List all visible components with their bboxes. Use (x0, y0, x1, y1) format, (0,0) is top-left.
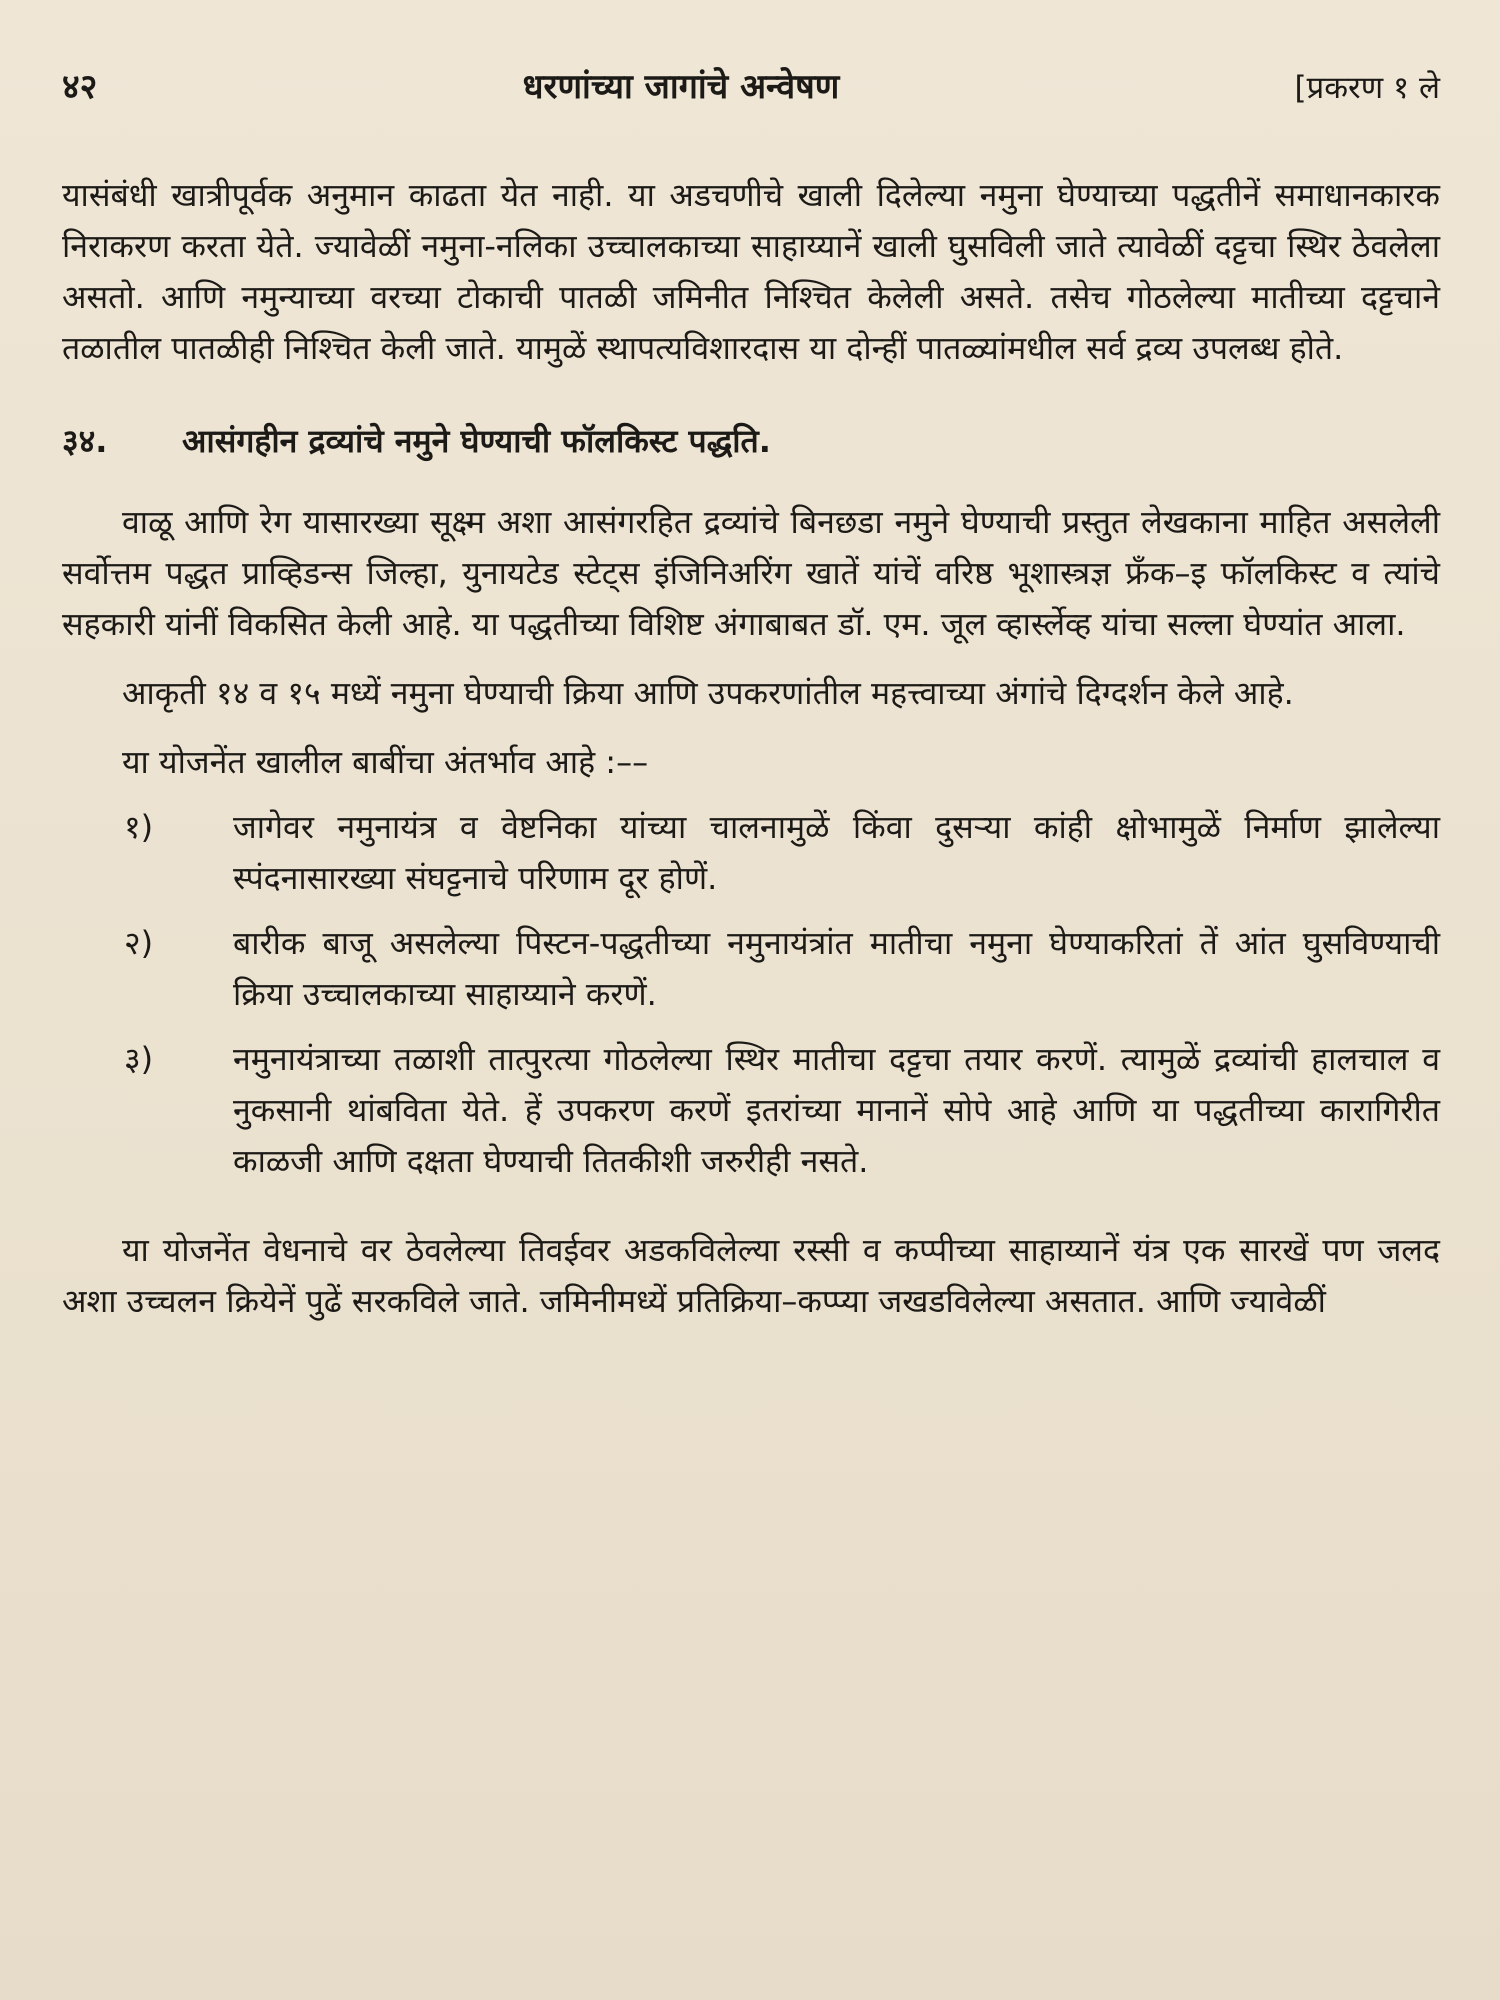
page-header (62, 62, 1440, 132)
requirements-list (62, 802, 1440, 1187)
running-title: धरणांच्या जागांचे अन्वेषण (522, 67, 840, 107)
list-marker: ३) (124, 1040, 154, 1078)
list-item-text: जागेवर नमुनायंत्र व वेष्टनिका यांच्या चालनामुळें किंवा दुसऱ्या कांही क्षोभामुळें निर्माण झालेल्या स्पंदनासारख्या संघट्टनाचे परिणाम दूर होणें. (233, 808, 1440, 897)
list-item-text: नमुनायंत्राच्या तळाशी तात्पुरत्या गोठलेल्या स्थिर मातीचा दट्टचा तयार करणें. त्यामुळें द्रव्यांची हालचाल व नुकसानी थांबविता येते. हें उपकरण करणें इतरांच्या मानानें सोपे आहे आणि या पद्धतीच्या कारागिरीत काळजी आणि दक्षता घेण्याची तितकीशी जरुरीही नसते. (233, 1040, 1440, 1180)
list-marker: १) (124, 808, 154, 846)
paragraph: या योजनेंत खालील बाबींचा अंतर्भाव आहे :–– (122, 743, 649, 781)
page-number: ४२ (62, 67, 98, 107)
section-heading (62, 416, 1440, 467)
list-item (62, 802, 1440, 904)
section-title: आसंगहीन द्रव्यांचे नमुने घेण्याची फॉलकिस्ट पद्धति. (182, 422, 771, 460)
intro-paragraph: यासंबंधी खात्रीपूर्वक अनुमान काढता येत नाही. या अडचणीचे खाली दिलेल्या नमुना घेण्याच्या पद्धतीनें समाधानकारक निराकरण करता येते. ज्यावेळीं नमुना-नलिका उच्चालकाच्या साहाय्यानें खाली घुसविली जाते त्यावेळीं दट्टचा स्थिर ठेवलेला असतो. आणि नमुन्याच्या वरच्या टोकाची पातळी जमिनीत निश्चित केलेली असते. तसेच गोठलेल्या मातीच्या दट्टचाने तळातील पातळीही निश्चित केली जाते. यामुळें स्थापत्यविशारदास या दोन्हीं पातळ्यांमधील सर्व द्रव्य उपलब्ध होते. (62, 176, 1440, 367)
list-marker: २) (124, 924, 154, 962)
paragraph: आकृती १४ व १५ मध्यें नमुना घेण्याची क्रिया आणि उपकरणांतील महत्त्वाच्या अंगांचे दिग्दर्शन केले आहे. (122, 674, 1294, 712)
list-item-text: बारीक बाजू असलेल्या पिस्टन-पद्धतीच्या नमुनायंत्रांत मातीचा नमुना घेण्याकरितां तें आंत घुसविण्याची क्रिया उच्चालकाच्या साहाय्याने करणें. (233, 924, 1440, 1013)
closing-paragraph: या योजनेंत वेधनाचे वर ठेवलेल्या तिवईवर अडकविलेल्या रस्सी व कप्पीच्या साहाय्यानें यंत्र एक सारखें पण जलद अशा उच्चलन क्रियेनें पुढें सरकविले जाते. जमिनीमध्यें प्रतिक्रिया–कप्प्या जखडविलेल्या असतात. आणि ज्यावेळीं (62, 1231, 1440, 1320)
paragraph: वाळू आणि रेग यासारख्या सूक्ष्म अशा आसंगरहित द्रव्यांचे बिनछडा नमुने घेण्याची प्रस्तुत लेखकाना माहित असलेली सर्वोत्तम पद्धत प्राव्हिडन्स जिल्हा, युनायटेड स्टेट्स इंजिनिअरिंग खातें यांचें वरिष्ठ भूशास्त्रज्ञ फ्रँक–इ फॉलकिस्ट व त्यांचे सहकारी यांनीं विकसित केली आहे. या पद्धतीच्या विशिष्ट अंगाबाबत डॉ. एम. जूल व्हार्स्लेव्ह यांचा सल्ला घेण्यांत आला. (62, 503, 1440, 643)
list-item (62, 1034, 1440, 1187)
list-item (62, 918, 1440, 1020)
chapter-reference: [प्रकरण १ ले (1294, 70, 1440, 106)
section-number: ३४. (62, 422, 108, 460)
